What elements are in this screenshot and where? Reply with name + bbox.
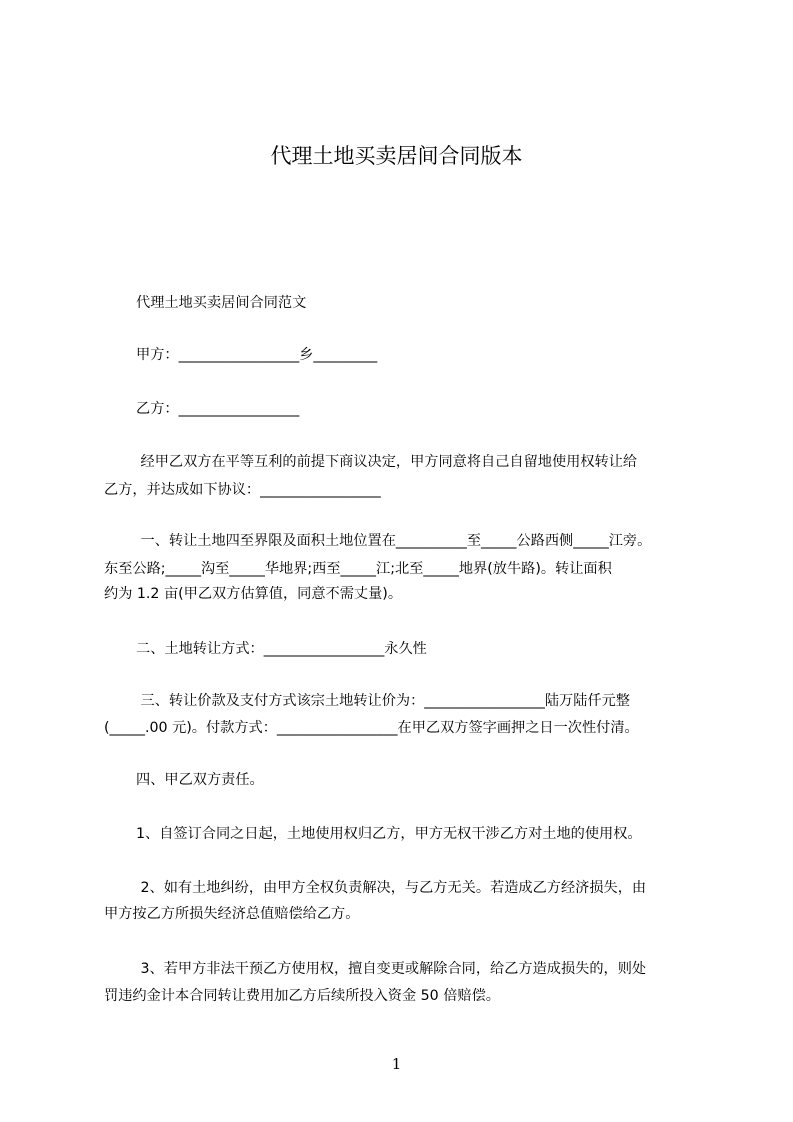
subtitle-paragraph: 代理土地买卖居间合同范文 — [136, 295, 307, 311]
party-b-line: 乙方：_________________ — [136, 401, 300, 417]
clause-1-line-2: 东至公路;_____沟至_____华地界;西至_____江;北至_____地界(放牛路)。转让面积 — [104, 561, 612, 577]
clause-4-item-3-line-2: 罚违约金计本合同转让费用加乙方后续所投入资金 50 倍赔偿。 — [104, 988, 500, 1004]
clause-4-item-2-line-2: 甲方按乙方所损失经济总值赔偿给乙方。 — [104, 906, 360, 922]
clause-1-line-3: 约为 1.2 亩(甲乙双方估算值，同意不需丈量)。 — [104, 586, 403, 602]
clause-2-line: 二、土地转让方式：_________________永久性 — [136, 641, 427, 657]
preamble-line-1: 经甲乙双方在平等互利的前提下商议决定，甲方同意将自己自留地使用权转让给 — [136, 454, 638, 470]
clause-3-line-2: (_____.00 元)。付款方式：_________________在甲乙双方签字画押之日一次性付清。 — [104, 720, 639, 736]
clause-3-line-1: 三、转让价款及支付方式该宗土地转让价为：_________________陆万陆仟元整 — [136, 693, 630, 709]
page-number: 1 — [391, 1055, 402, 1073]
clause-4-item-1: 1、自签订合同之日起，土地使用权归乙方，甲方无权干涉乙方对土地的使用权。 — [136, 826, 642, 842]
document-title: 代理土地买卖居间合同版本 — [270, 144, 523, 168]
clause-4-item-2-line-1: 2、如有土地纠纷，由甲方全权负责解决，与乙方无关。若造成乙方经济损失，由 — [136, 880, 647, 896]
party-a-line: 甲方：_________________乡_________ — [136, 347, 378, 363]
clause-4-item-3-line-1: 3、若甲方非法干预乙方使用权，擅自变更或解除合同，给乙方造成损失的，则处 — [136, 961, 647, 977]
preamble-line-2: 乙方，并达成如下协议：_________________ — [104, 482, 381, 498]
clause-1-line-1: 一、转让土地四至界限及面积土地位置在__________至_____公路西侧_____江旁。 — [136, 533, 652, 549]
clause-4-heading: 四、甲乙双方责任。 — [136, 772, 264, 788]
